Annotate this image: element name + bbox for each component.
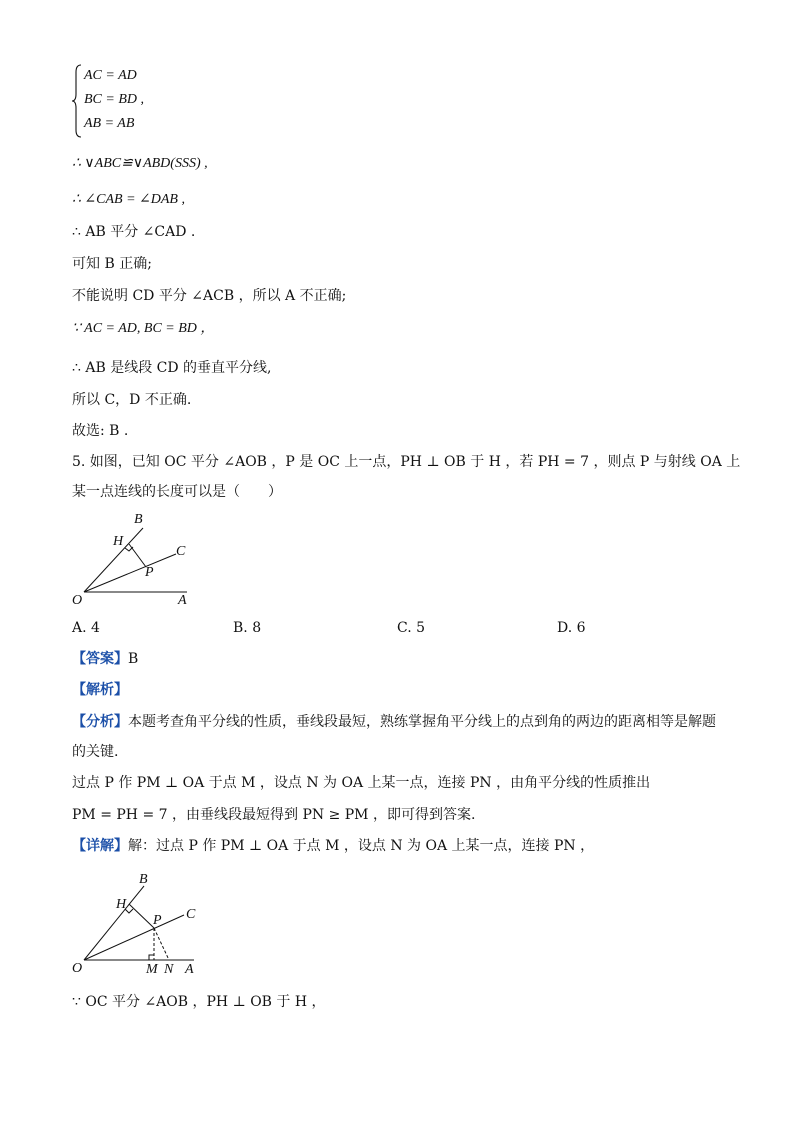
proof-line-a-incorrect: 不能说明 CD 平分 ∠ACB ，所以 A 不正确; [72, 288, 347, 304]
fenxi-line-3: 过点 P 作 PM ⊥ OA 于点 M ，设点 N 为 OA 上某一点，连接 PN ，由角平分线的性质推出 [72, 775, 651, 791]
detail-text-1: 解：过点 P 作 PM ⊥ OA 于点 M ，设点 N 为 OA 上某一点，连接 PN ， [128, 838, 595, 854]
proof-line-bisect: ∴ AB 平分 ∠CAD . [72, 224, 196, 240]
answer-line [72, 649, 138, 669]
answer-value: B [128, 651, 139, 667]
equation-row-3: AB = AB [84, 116, 135, 131]
label2-n: N [164, 962, 174, 977]
label-o: O [72, 593, 83, 608]
label2-o: O [72, 961, 83, 976]
fenxi-tag: 【分析】 [72, 714, 128, 730]
equation-system [72, 64, 192, 138]
option-a: A. 4 [72, 620, 100, 636]
analysis-tag: 【解析】 [72, 682, 128, 698]
figure-angle-bisector [72, 508, 202, 612]
label-b: B [134, 512, 143, 527]
proof-line-choose: 故选: B . [72, 423, 129, 439]
proof-line-congruent: ∴ ∨ABC≌∨ABD(SSS) , [72, 156, 208, 171]
final-line: ∵ OC 平分 ∠AOB ，PH ⊥ OB 于 H ， [72, 994, 326, 1010]
label-h: H [113, 534, 124, 549]
figure-solution [72, 868, 212, 978]
label2-m: M [146, 962, 158, 977]
proof-line-angles: ∴ ∠CAB = ∠DAB , [72, 192, 185, 207]
proof-line-b-correct: 可知 B 正确; [72, 256, 152, 272]
fenxi-line-1 [72, 712, 716, 732]
label-a: A [178, 593, 187, 608]
equation-row-1: AC = AD [84, 68, 137, 83]
option-d: D. 6 [557, 620, 586, 636]
equation-row-2: BC = BD , [84, 92, 144, 107]
label2-h: H [116, 897, 127, 912]
label-c: C [176, 544, 186, 559]
proof-line-perpendicular-bisector: ∴ AB 是线段 CD 的垂直平分线, [72, 360, 272, 376]
question-5-line-2: 某一点连线的长度可以是（ ） [72, 484, 282, 500]
option-b: B. 8 [233, 620, 262, 636]
label-p: P [145, 565, 154, 580]
left-brace [72, 64, 82, 138]
detail-tag: 【详解】 [72, 838, 128, 854]
fenxi-line-2: 的关键. [72, 744, 119, 760]
proof-line-cd-incorrect: 所以 C，D 不正确. [72, 392, 192, 408]
answer-tag: 【答案】 [72, 651, 128, 667]
label2-a: A [185, 962, 194, 977]
option-c: C. 5 [397, 620, 426, 636]
detail-line-1 [72, 836, 594, 856]
label2-b: B [139, 872, 148, 887]
fenxi-line-4: PM = PH = 7 ，由垂线段最短得到 PN ≥ PM ，即可得到答案. [72, 807, 476, 823]
fenxi-text-1: 本题考查角平分线的性质，垂线段最短，熟练掌握角平分线上的点到角的两边的距离相等是解题 [128, 714, 716, 730]
analysis-heading [72, 680, 128, 700]
label2-c: C [186, 907, 196, 922]
label2-p: P [153, 913, 162, 928]
proof-line-because: ∵ AC = AD, BC = BD ， [72, 321, 215, 336]
question-5-line-1: 5. 如图，已知 OC 平分 ∠AOB ，P 是 OC 上一点，PH ⊥ OB 于 H ，若 PH = 7 ，则点 P 与射线 OA 上 [72, 454, 741, 470]
